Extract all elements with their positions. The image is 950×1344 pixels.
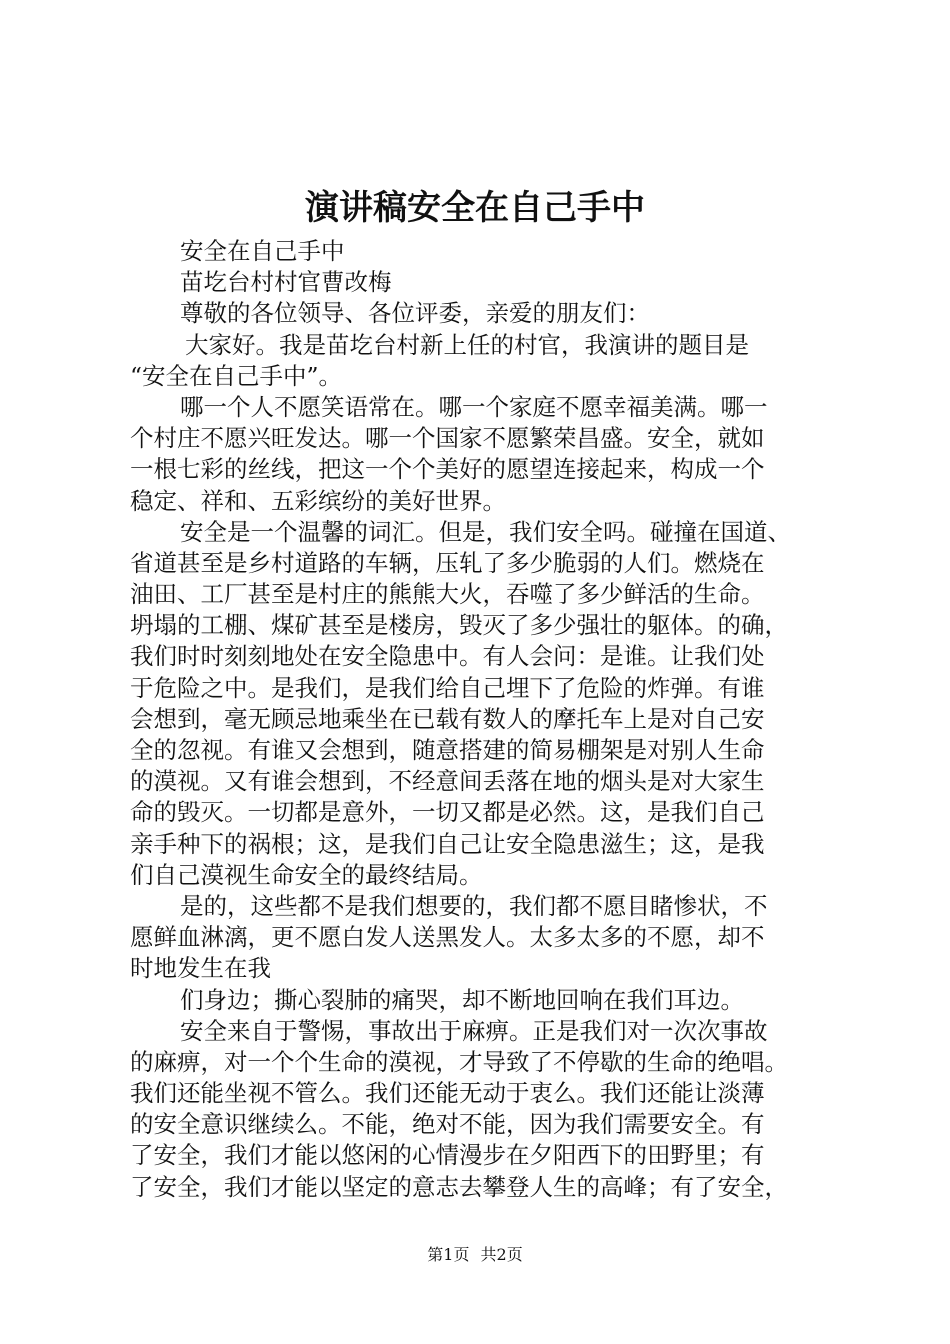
text-line: 一根七彩的丝线，把这一个个美好的愿望连接起来，构成一个 xyxy=(130,455,765,484)
text-line: 哪一个人不愿笑语常在。哪一个家庭不愿幸福美满。哪一 xyxy=(180,392,768,421)
text-line: 于危险之中。是我们，是我们给自己埋下了危险的炸弹。有谁 xyxy=(130,673,765,702)
page-total: 共2页 xyxy=(480,1245,523,1264)
text-line: 省道甚至是乡村道路的车辆，压轧了多少脆弱的人们。燃烧在 xyxy=(130,548,765,577)
text-line: 坍塌的工棚、煤矿甚至是楼房，毁灭了多少强壮的躯体。的确， xyxy=(130,611,788,640)
text-line: 我们时时刻刻地处在安全隐患中。有人会问：是谁。让我们处 xyxy=(130,642,765,671)
document-title: 演讲稿安全在自己手中 xyxy=(305,188,645,228)
text-line: 安全在自己手中 xyxy=(180,237,345,265)
text-line: 安全是一个温馨的词汇。但是，我们安全吗。碰撞在国道、 xyxy=(180,517,791,546)
text-line: 命的毁灭。一切都是意外，一切又都是必然。这，是我们自己 xyxy=(130,798,765,827)
text-line: 的漠视。又有谁会想到，不经意间丢落在地的烟头是对大家生 xyxy=(130,767,765,796)
text-line: 会想到，毫无顾忌地乘坐在已载有数人的摩托车上是对自己安 xyxy=(130,704,765,733)
text-line: 了安全，我们才能以坚定的意志去攀登人生的高峰；有了安全， xyxy=(130,1172,788,1201)
text-line: 苗圪台村村官曹改梅 xyxy=(180,268,392,297)
text-line: 稳定、祥和、五彩缤纷的美好世界。 xyxy=(130,486,506,515)
text-line: 的安全意识继续么。不能，绝对不能，因为我们需要安全。有 xyxy=(130,1110,765,1139)
page-number: 第1页 xyxy=(427,1245,470,1264)
text-line: 了安全，我们才能以悠闲的心情漫步在夕阳西下的田野里；有 xyxy=(130,1141,765,1170)
text-line: 是的，这些都不是我们想要的，我们都不愿目睹惨状，不 xyxy=(180,891,768,920)
text-line: “安全在自己手中”。 xyxy=(130,361,343,390)
text-line: 的麻痹，对一个个生命的漠视，才导致了不停歇的生命的绝唱。 xyxy=(130,1047,788,1076)
text-line: 愿鲜血淋漓，更不愿白发人送黑发人。太多太多的不愿，却不 xyxy=(130,923,765,952)
text-line: 们身边；撕心裂肺的痛哭，却不断地回响在我们耳边。 xyxy=(180,985,744,1014)
text-line: 个村庄不愿兴旺发达。哪一个国家不愿繁荣昌盛。安全，就如 xyxy=(130,424,765,453)
text-line: 我们还能坐视不管么。我们还能无动于衷么。我们还能让淡薄 xyxy=(130,1079,765,1108)
text-line: 油田、工厂甚至是村庄的熊熊大火，吞噬了多少鲜活的生命。 xyxy=(130,580,765,609)
text-line: 全的忽视。有谁又会想到，随意搭建的简易棚架是对别人生命 xyxy=(130,736,765,764)
text-line: 时地发生在我 xyxy=(130,954,271,983)
document-body xyxy=(130,236,842,1203)
text-line: 亲手种下的祸根；这，是我们自己让安全隐患滋生；这，是我 xyxy=(130,829,765,858)
text-line: 们自己漠视生命安全的最终结局。 xyxy=(130,860,483,889)
page-footer xyxy=(0,1244,950,1266)
text-line: 尊敬的各位领导、各位评委，亲爱的朋友们： xyxy=(180,299,650,328)
text-line: 安全来自于警惕，事故出于麻痹。正是我们对一次次事故 xyxy=(180,1016,768,1045)
text-line: 大家好。我是苗圪台村新上任的村官，我演讲的题目是 xyxy=(185,330,749,359)
